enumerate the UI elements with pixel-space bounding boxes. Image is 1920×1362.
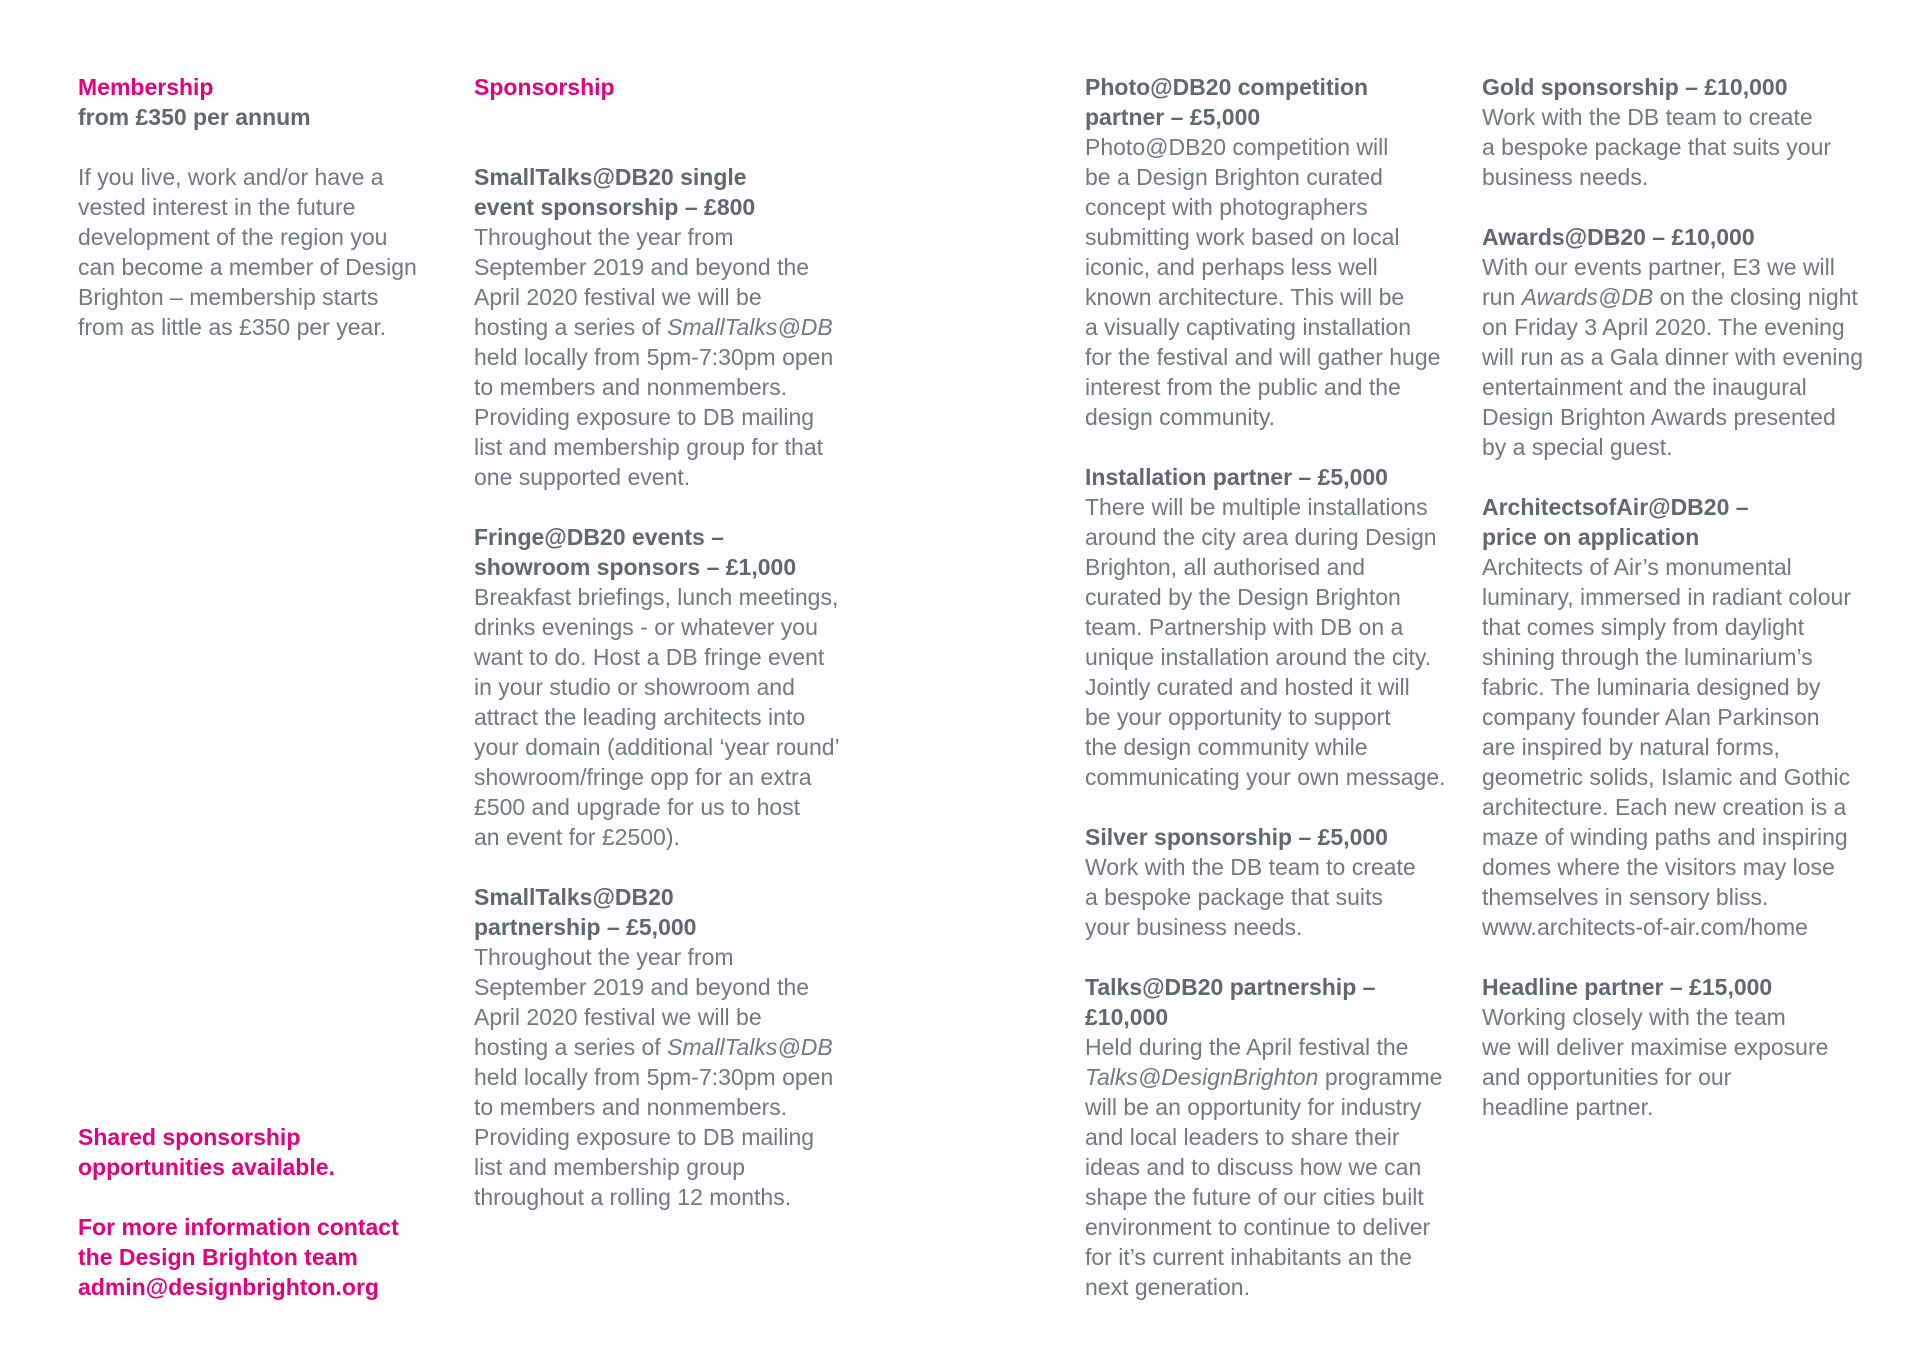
text-segment: run bbox=[1482, 284, 1522, 310]
package-smalltalks-partnership bbox=[474, 882, 840, 1212]
package-title-line: Talks@DB20 partnership – bbox=[1085, 974, 1376, 1000]
contact-email-link[interactable]: admin@designbrighton.org bbox=[78, 1274, 379, 1300]
package-gold bbox=[1482, 72, 1863, 192]
contact-info-line: the Design Brighton team bbox=[78, 1244, 358, 1270]
body-line: ideas and to discuss how we can bbox=[1085, 1154, 1422, 1180]
body-line: a bespoke package that suits bbox=[1085, 884, 1383, 910]
italic-term: SmallTalks@DB bbox=[667, 1034, 833, 1060]
body-line: held locally from 5pm-7:30pm open bbox=[474, 344, 834, 370]
body-line: will run as a Gala dinner with evening bbox=[1482, 344, 1863, 370]
body-line: iconic, and perhaps less well bbox=[1085, 254, 1378, 280]
package-fringe bbox=[474, 522, 840, 852]
package-silver bbox=[1085, 822, 1446, 942]
body-line: £500 and upgrade for us to host bbox=[474, 794, 801, 820]
body-line: your domain (additional ‘year round’ bbox=[474, 734, 840, 760]
body-line: themselves in sensory bliss. bbox=[1482, 884, 1769, 910]
body-line: September 2019 and beyond the bbox=[474, 974, 810, 1000]
package-installation bbox=[1085, 462, 1446, 792]
body-line: If you live, work and/or have a bbox=[78, 164, 384, 190]
package-title-line: Gold sponsorship – £10,000 bbox=[1482, 74, 1788, 100]
body-line: submitting work based on local bbox=[1085, 224, 1400, 250]
body-line: be a Design Brighton curated bbox=[1085, 164, 1383, 190]
membership-title: Membership bbox=[78, 74, 214, 100]
text-segment: hosting a series of bbox=[474, 1034, 668, 1060]
body-line: With our events partner, E3 we will bbox=[1482, 254, 1835, 280]
body-line: There will be multiple installations bbox=[1085, 494, 1428, 520]
body-line: can become a member of Design bbox=[78, 254, 417, 280]
body-line: shining through the luminarium’s bbox=[1482, 644, 1813, 670]
body-line: be your opportunity to support bbox=[1085, 704, 1391, 730]
body-line: Jointly curated and hosted it will bbox=[1085, 674, 1410, 700]
text-segment: programme bbox=[1318, 1064, 1443, 1090]
body-line: Architects of Air’s monumental bbox=[1482, 554, 1792, 580]
body-line: Work with the DB team to create bbox=[1085, 854, 1416, 880]
body-line: throughout a rolling 12 months. bbox=[474, 1184, 792, 1210]
package-title-line: SmallTalks@DB20 bbox=[474, 884, 674, 910]
sponsorship-column-3 bbox=[1482, 72, 1863, 1122]
body-line: to members and nonmembers. bbox=[474, 374, 788, 400]
body-line: vested interest in the future bbox=[78, 194, 356, 220]
body-line: that comes simply from daylight bbox=[1482, 614, 1805, 640]
body-line: unique installation around the city. bbox=[1085, 644, 1432, 670]
body-line: team. Partnership with DB on a bbox=[1085, 614, 1404, 640]
body-line: domes where the visitors may lose bbox=[1482, 854, 1835, 880]
body-line: communicating your own message. bbox=[1085, 764, 1446, 790]
package-title-line: event sponsorship – £800 bbox=[474, 194, 756, 220]
body-line: list and membership group bbox=[474, 1154, 746, 1180]
body-line: by a special guest. bbox=[1482, 434, 1673, 460]
body-line: we will deliver maximise exposure bbox=[1482, 1034, 1829, 1060]
body-line: Design Brighton Awards presented bbox=[1482, 404, 1836, 430]
spacer bbox=[78, 132, 417, 162]
contact-block bbox=[78, 1122, 399, 1302]
body-line: and opportunities for our bbox=[1482, 1064, 1732, 1090]
body-line: entertainment and the inaugural bbox=[1482, 374, 1807, 400]
package-title-line: Silver sponsorship – £5,000 bbox=[1085, 824, 1388, 850]
package-photo bbox=[1085, 72, 1446, 432]
body-line bbox=[474, 1032, 840, 1062]
text-segment: hosting a series of bbox=[474, 314, 668, 340]
body-line: known architecture. This will be bbox=[1085, 284, 1405, 310]
shared-sponsorship-line: Shared sponsorship bbox=[78, 1124, 301, 1150]
body-line bbox=[474, 312, 840, 342]
body-line: curated by the Design Brighton bbox=[1085, 584, 1401, 610]
body-line: list and membership group for that bbox=[474, 434, 824, 460]
package-title-line: partnership – £5,000 bbox=[474, 914, 697, 940]
package-title-line: Fringe@DB20 events – bbox=[474, 524, 724, 550]
sponsorship-title: Sponsorship bbox=[474, 74, 615, 100]
package-title-line: Photo@DB20 competition bbox=[1085, 74, 1369, 100]
package-title-line: price on application bbox=[1482, 524, 1700, 550]
body-line: concept with photographers bbox=[1085, 194, 1368, 220]
body-line: Throughout the year from bbox=[474, 944, 734, 970]
body-line: from as little as £350 per year. bbox=[78, 314, 387, 340]
body-line: Held during the April festival the bbox=[1085, 1034, 1409, 1060]
membership-price: from £350 per annum bbox=[78, 104, 311, 130]
body-line: Throughout the year from bbox=[474, 224, 734, 250]
body-line: April 2020 festival we will be bbox=[474, 1004, 762, 1030]
body-line: company founder Alan Parkinson bbox=[1482, 704, 1820, 730]
body-line: a visually captivating installation bbox=[1085, 314, 1412, 340]
body-line: architecture. Each new creation is a bbox=[1482, 794, 1847, 820]
body-line: an event for £2500). bbox=[474, 824, 680, 850]
body-line: are inspired by natural forms, bbox=[1482, 734, 1780, 760]
body-line: for it’s current inhabitants an the bbox=[1085, 1244, 1412, 1270]
body-line: luminary, immersed in radiant colour bbox=[1482, 584, 1851, 610]
body-line: around the city area during Design bbox=[1085, 524, 1437, 550]
website-link[interactable]: www.architects-of-air.com/home bbox=[1482, 914, 1808, 940]
body-line: want to do. Host a DB fringe event bbox=[474, 644, 825, 670]
body-line: shape the future of our cities built bbox=[1085, 1184, 1424, 1210]
body-line: showroom/fringe opp for an extra bbox=[474, 764, 812, 790]
body-line: one supported event. bbox=[474, 464, 691, 490]
body-line: Providing exposure to DB mailing bbox=[474, 1124, 815, 1150]
body-line: on Friday 3 April 2020. The evening bbox=[1482, 314, 1845, 340]
body-line: interest from the public and the bbox=[1085, 374, 1401, 400]
sponsorship-column-1 bbox=[474, 72, 840, 1212]
package-title-line: £10,000 bbox=[1085, 1004, 1169, 1030]
body-line: in your studio or showroom and bbox=[474, 674, 795, 700]
membership-column bbox=[78, 72, 417, 342]
spacer bbox=[474, 102, 840, 162]
package-awards bbox=[1482, 222, 1863, 462]
package-title-line: Headline partner – £15,000 bbox=[1482, 974, 1773, 1000]
package-title-line: partner – £5,000 bbox=[1085, 104, 1261, 130]
body-line: Work with the DB team to create bbox=[1482, 104, 1813, 130]
body-line: held locally from 5pm-7:30pm open bbox=[474, 1064, 834, 1090]
body-line: Brighton, all authorised and bbox=[1085, 554, 1366, 580]
body-line: Providing exposure to DB mailing bbox=[474, 404, 815, 430]
body-line: April 2020 festival we will be bbox=[474, 284, 762, 310]
spacer bbox=[78, 1182, 399, 1212]
sponsorship-column-2 bbox=[1085, 72, 1446, 1302]
body-line: will be an opportunity for industry bbox=[1085, 1094, 1422, 1120]
body-line: the design community while bbox=[1085, 734, 1368, 760]
body-line: and local leaders to share their bbox=[1085, 1124, 1400, 1150]
body-line: for the festival and will gather huge bbox=[1085, 344, 1441, 370]
package-smalltalks-single bbox=[474, 162, 840, 492]
italic-term: Awards@DB bbox=[1521, 284, 1654, 310]
body-line bbox=[1085, 1062, 1446, 1092]
body-line: development of the region you bbox=[78, 224, 388, 250]
body-line: Photo@DB20 competition will bbox=[1085, 134, 1389, 160]
package-title-line: showroom sponsors – £1,000 bbox=[474, 554, 797, 580]
body-line: Working closely with the team bbox=[1482, 1004, 1786, 1030]
body-line: environment to continue to deliver bbox=[1085, 1214, 1431, 1240]
body-line bbox=[1482, 282, 1863, 312]
body-line: next generation. bbox=[1085, 1274, 1250, 1300]
body-line: maze of winding paths and inspiring bbox=[1482, 824, 1848, 850]
italic-term: SmallTalks@DB bbox=[667, 314, 833, 340]
body-line: business needs. bbox=[1482, 164, 1649, 190]
shared-sponsorship-line: opportunities available. bbox=[78, 1154, 335, 1180]
contact-info-line: For more information contact bbox=[78, 1214, 399, 1240]
body-line: drinks evenings - or whatever you bbox=[474, 614, 818, 640]
package-title-line: SmallTalks@DB20 single bbox=[474, 164, 747, 190]
body-line: geometric solids, Islamic and Gothic bbox=[1482, 764, 1851, 790]
package-talks bbox=[1085, 972, 1446, 1302]
text-segment: on the closing night bbox=[1653, 284, 1858, 310]
body-line: a bespoke package that suits your bbox=[1482, 134, 1832, 160]
body-line: fabric. The luminaria designed by bbox=[1482, 674, 1821, 700]
package-architects-of-air bbox=[1482, 492, 1863, 942]
body-line: your business needs. bbox=[1085, 914, 1303, 940]
body-line: to members and nonmembers. bbox=[474, 1094, 788, 1120]
body-line: Breakfast briefings, lunch meetings, bbox=[474, 584, 839, 610]
body-line: September 2019 and beyond the bbox=[474, 254, 810, 280]
package-title-line: Awards@DB20 – £10,000 bbox=[1482, 224, 1755, 250]
body-line: attract the leading architects into bbox=[474, 704, 806, 730]
package-headline bbox=[1482, 972, 1863, 1122]
body-line: headline partner. bbox=[1482, 1094, 1654, 1120]
package-title-line: Installation partner – £5,000 bbox=[1085, 464, 1388, 490]
body-line: Brighton – membership starts bbox=[78, 284, 379, 310]
package-title-line: ArchitectsofAir@DB20 – bbox=[1482, 494, 1749, 520]
italic-term: Talks@DesignBrighton bbox=[1085, 1064, 1319, 1090]
body-line: design community. bbox=[1085, 404, 1276, 430]
